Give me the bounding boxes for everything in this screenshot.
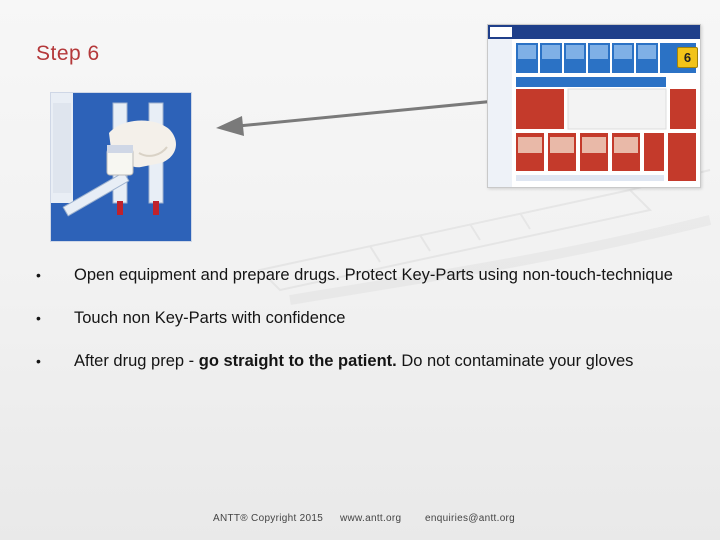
- antt-procedure-poster-thumbnail: [487, 24, 701, 188]
- bullet-item: [36, 351, 676, 372]
- bullet-text: Open equipment and prepare drugs. Protect Key-Parts using non-touch-technique: [74, 266, 673, 284]
- bullet-text: After drug prep -: [74, 352, 199, 370]
- bullet-marker: •: [36, 267, 41, 283]
- bullet-marker: •: [36, 310, 41, 326]
- footer-copyright: ANTT® Copyright 2015: [213, 513, 324, 524]
- footer-email-link[interactable]: enquiries@antt.org: [425, 513, 516, 524]
- bullet-list: [36, 265, 676, 394]
- footer-website-link[interactable]: www.antt.org: [340, 513, 402, 524]
- bullet-marker: •: [36, 353, 41, 369]
- poster-step-badge: 6: [677, 47, 698, 68]
- bullet-text: Do not contaminate your gloves: [396, 352, 634, 370]
- slide-title: Step 6: [36, 42, 100, 65]
- bullet-item: [36, 265, 676, 286]
- bullet-item: [36, 308, 676, 329]
- hands-preparing-syringe-photo: [50, 92, 192, 242]
- bullet-text-emphasis: go straight to the patient.: [198, 352, 397, 370]
- bullet-text: Touch non Key-Parts with confidence: [74, 309, 346, 327]
